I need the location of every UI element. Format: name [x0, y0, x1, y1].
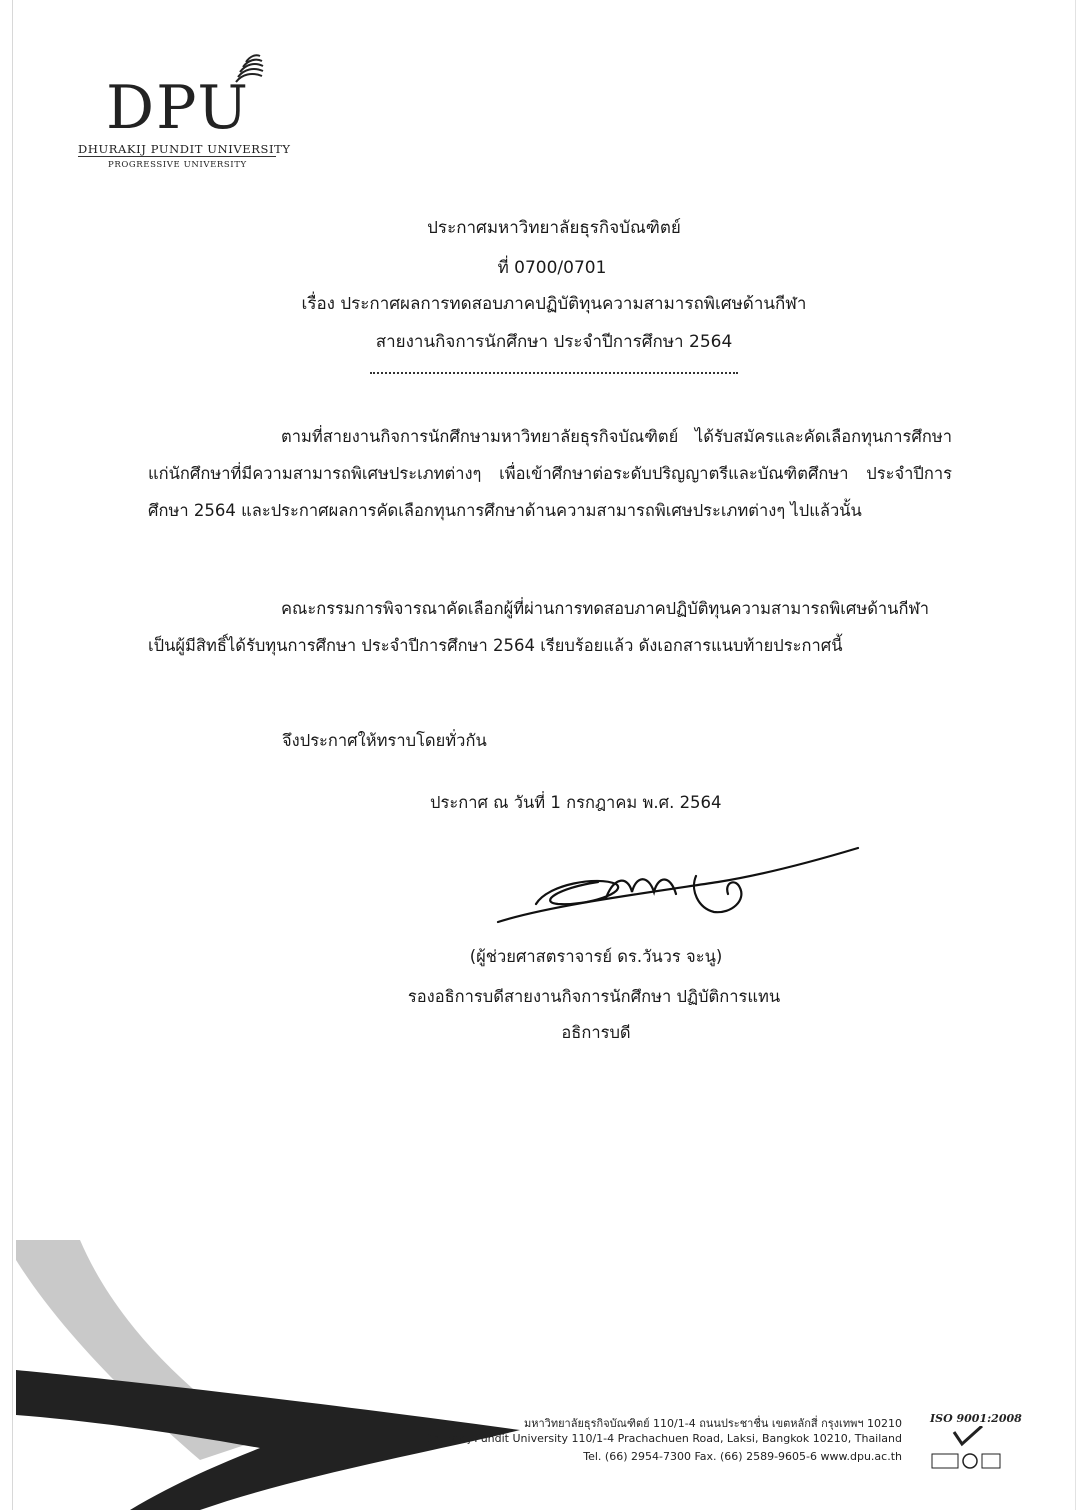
university-logo — [74, 50, 291, 175]
logo-tagline: PROGRESSIVE UNIVERSITY — [108, 160, 247, 170]
footer-swoosh-graphic — [0, 1230, 560, 1510]
closing-statement: จึงประกาศให้ทราบโดยทั่วกัน — [282, 731, 487, 750]
logo-university-name: DHURAKIJ PUNDIT UNIVERSITY — [78, 142, 291, 156]
body-paragraph-1-text: ตามที่สายงานกิจการนักศึกษามหาวิทยาลัยธุรกิจบัณฑิตย์ ได้รับสมัครและคัดเลือกทุนการศึกษาแก่นักศึกษาที่มีความสามารถพิเศษประเภทต่างๆ เพื่อเข้าศึกษาต่อระดับปริญญาตรีและบัณฑิตศึกษา ประจำปีการศึกษา 2564 และประกาศผลการคัดเลือกทุนการศึกษาด้านความสามารถพิเศษประเภทต่างๆ ไปแล้วนั้น — [148, 427, 952, 520]
footer-contact: Tel. (66) 2954-7300 Fax. (66) 2589-9605-6 www.dpu.ac.th — [583, 1450, 902, 1463]
announcement-number: ที่ 0700/0701 — [497, 258, 607, 278]
signatory-position: รองอธิการบดีสายงานกิจการนักศึกษา ปฏิบัติการแทน — [407, 987, 781, 1006]
handwritten-signature — [488, 836, 868, 936]
iso-label: ISO 9001:2008 — [930, 1412, 1022, 1425]
iso-certification-icon — [930, 1426, 1008, 1472]
body-paragraph-2 — [148, 590, 952, 664]
footer-address-english: Dhurakij Pundit University 110/1-4 Prachachuen Road, Laksi, Bangkok 10210, Thailand — [424, 1432, 902, 1445]
announcement-title: ประกาศมหาวิทยาลัยธุรกิจบัณฑิตย์ — [427, 218, 681, 238]
signatory-name: (ผู้ช่วยศาสตราจารย์ ดร.วันวร จะนู) — [469, 947, 723, 966]
announcement-date: ประกาศ ณ วันที่ 1 กรกฎาคม พ.ศ. 2564 — [430, 793, 722, 812]
signatory-position-2: อธิการบดี — [561, 1023, 631, 1042]
logo-divider — [78, 156, 276, 157]
announcement-subject: เรื่อง ประกาศผลการทดสอบภาคปฏิบัติทุนความสามารถพิเศษด้านกีฬา — [301, 294, 807, 314]
dotted-divider — [370, 372, 738, 374]
announcement-subject-line2: สายงานกิจการนักศึกษา ประจำปีการศึกษา 2564 — [375, 332, 733, 352]
footer-address-thai: มหาวิทยาลัยธุรกิจบัณฑิตย์ 110/1-4 ถนนประชาชื่น เขตหลักสี่ กรุงเทพฯ 10210 — [524, 1417, 902, 1430]
logo-wordmark: DPU — [106, 73, 250, 143]
iso-certification-badge — [930, 1412, 1022, 1472]
body-paragraph-1 — [148, 418, 952, 529]
body-paragraph-2-text: คณะกรรมการพิจารณาคัดเลือกผู้ที่ผ่านการทดสอบภาคปฏิบัติทุนความสามารถพิเศษด้านกีฬาเป็นผู้มีสิทธิ์ได้รับทุนการศึกษา ประจำปีการศึกษา 2564 เรียบร้อยแล้ว ดังเอกสารแนบท้ายประกาศนี้ — [148, 599, 929, 655]
